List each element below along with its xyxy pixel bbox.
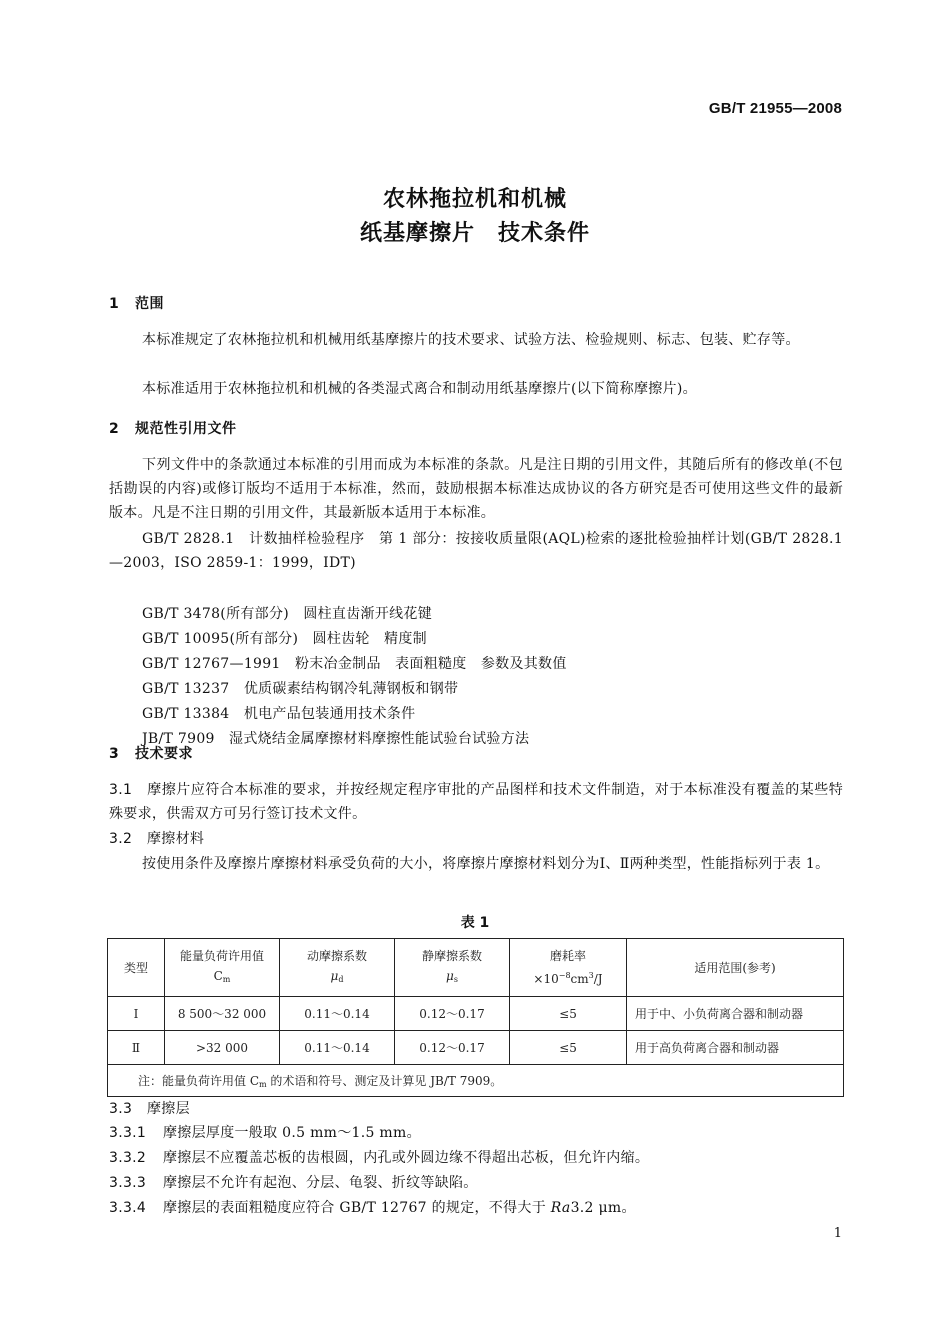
cell-static: 0.12～0.17 — [395, 997, 510, 1031]
cell-dynamic: 0.11～0.14 — [280, 1031, 395, 1065]
section-number: 1 — [109, 296, 120, 312]
section-title: 规范性引用文件 — [135, 421, 237, 437]
clause-3-3-4 — [109, 1196, 843, 1220]
reference-item: GB/T 12767—1991 粉末冶金制品 表面粗糙度 参数及其数值 — [142, 656, 567, 672]
cell-range: 用于高负荷离合器和制动器 — [627, 1031, 844, 1065]
table-note — [108, 1065, 844, 1097]
clause-text: 摩擦片应符合本标准的要求，并按经规定程序审批的产品图样和技术文件制造，对于本标准没有覆盖的某些特殊要求，供需双方可另行签订技术文件。 — [109, 782, 843, 822]
cell-type: Ⅱ — [108, 1031, 165, 1065]
table-note-row — [108, 1065, 844, 1097]
header-dynamic-subscript: d — [338, 974, 344, 984]
table-caption: 表 1 — [460, 915, 490, 931]
clause-number: 3.1 — [109, 782, 133, 798]
header-wear-exponent: 3 — [588, 971, 594, 980]
clause-title: 摩擦层 — [147, 1101, 190, 1117]
header-static — [395, 939, 510, 997]
table-row — [108, 997, 844, 1031]
cell-static: 0.12～0.17 — [395, 1031, 510, 1065]
header-wear-unit: cm — [570, 972, 589, 986]
header-wear-label: 磨耗率 — [549, 949, 586, 963]
cell-range: 用于中、小负荷离合器和制动器 — [627, 997, 844, 1031]
clause-text: 摩擦层的表面粗糙度应符合 GB/T 12767 的规定，不得大于 — [163, 1200, 551, 1216]
reference-item: GB/T 10095(所有部分) 圆柱齿轮 精度制 — [142, 631, 427, 647]
section-2-heading — [109, 418, 237, 438]
section-1-heading — [109, 293, 164, 313]
clause-number: 3.3 — [109, 1101, 133, 1117]
cell-wear: ≤5 — [510, 1031, 627, 1065]
header-wear-unit: /J — [593, 972, 603, 986]
header-energy — [165, 939, 280, 997]
clause-3-3-1 — [109, 1121, 843, 1145]
header-dynamic — [280, 939, 395, 997]
header-static-symbol: μ — [446, 968, 454, 983]
clause-title: 摩擦材料 — [147, 831, 205, 847]
table-note-text: 的术语和符号、测定及计算见 JB/T 7909。 — [266, 1074, 503, 1088]
clause-text: 摩擦层不允许有起泡、分层、龟裂、折纹等缺陷。 — [163, 1175, 478, 1191]
table-1 — [107, 938, 844, 1097]
reference-item: JB/T 7909 湿式烧结金属摩擦材料摩擦性能试验台试验方法 — [142, 731, 530, 747]
clause-3-2-text: 按使用条件及摩擦片摩擦材料承受负荷的大小，将摩擦片摩擦材料划分为Ⅰ、Ⅱ两种类型，性能指标列于表 1。 — [142, 856, 830, 872]
document-title-line1: 农林拖拉机和机械 — [382, 187, 567, 212]
clause-3-3-title — [109, 1097, 843, 1121]
reference-item: GB/T 13384 机电产品包装通用技术条件 — [142, 706, 416, 722]
clause-3-3-2 — [109, 1146, 843, 1170]
section-title: 技术要求 — [135, 746, 193, 762]
standard-code: GB/T 21955—2008 — [708, 100, 842, 117]
clause-number: 3.2 — [109, 831, 133, 847]
header-dynamic-symbol: μ — [330, 968, 339, 983]
cell-dynamic: 0.11～0.14 — [280, 997, 395, 1031]
section-title: 范围 — [135, 296, 164, 312]
clause-3-2-title — [109, 827, 843, 851]
reference-item: GB/T 2828.1 计数抽样检验程序 第 1 部分：按接收质量限(AQL)检索的逐批检验抽样计划(GB/T 2828.1—2003，ISO 2859-1：1999，IDT) — [109, 531, 843, 571]
clause-number: 3.3.1 — [109, 1125, 147, 1141]
document-title-line2: 纸基摩擦片 技术条件 — [359, 221, 590, 246]
section-number: 2 — [109, 421, 120, 437]
section-3-heading — [109, 743, 193, 763]
table-row — [108, 1031, 844, 1065]
cell-energy: 8 500～32 000 — [165, 997, 280, 1031]
cell-wear: ≤5 — [510, 997, 627, 1031]
clause-3-1 — [109, 778, 843, 826]
header-range: 适用范围(参考) — [627, 939, 844, 997]
cell-energy: >32 000 — [165, 1031, 280, 1065]
header-static-subscript: s — [453, 974, 458, 984]
clause-number: 3.3.4 — [109, 1200, 147, 1216]
header-energy-symbol: C — [213, 968, 223, 983]
roughness-symbol: Ra — [550, 1200, 571, 1216]
reference-item: GB/T 13237 优质碳素结构钢冷轧薄钢板和钢带 — [142, 681, 459, 697]
header-wear — [510, 939, 627, 997]
header-wear-exponent: −8 — [558, 971, 571, 980]
cell-type: Ⅰ — [108, 997, 165, 1031]
header-energy-label: 能量负荷许用值 — [179, 948, 264, 963]
clause-3-3-3 — [109, 1171, 843, 1195]
clause-number: 3.3.2 — [109, 1150, 147, 1166]
section-number: 3 — [109, 746, 120, 762]
clause-text: 3.2 μm。 — [570, 1200, 636, 1216]
header-energy-subscript: m — [222, 974, 231, 984]
header-static-label: 静摩擦系数 — [421, 948, 482, 963]
table-header-row — [108, 939, 844, 997]
header-dynamic-label: 动摩擦系数 — [306, 948, 367, 963]
section-1-paragraph-1: 本标准规定了农林拖拉机和机械用纸基摩擦片的技术要求、试验方法、检验规则、标志、包装、贮存等。 — [142, 332, 800, 348]
section-1-paragraph-2: 本标准适用于农林拖拉机和机械的各类湿式离合和制动用纸基摩擦片(以下简称摩擦片)。 — [142, 381, 697, 397]
clause-text: 摩擦层厚度一般取 0.5 mm～1.5 mm。 — [163, 1125, 421, 1141]
table-note-text: 注：能量负荷许用值 C — [138, 1074, 259, 1088]
header-wear-unit: ×10 — [533, 972, 559, 986]
page-number: 1 — [833, 1226, 842, 1241]
header-type: 类型 — [108, 939, 165, 997]
clause-text: 摩擦层不应覆盖芯板的齿根圆，内孔或外圆边缘不得超出芯板，但允许内缩。 — [163, 1150, 650, 1166]
reference-item: GB/T 3478(所有部分) 圆柱直齿渐开线花键 — [142, 606, 433, 622]
clause-number: 3.3.3 — [109, 1175, 147, 1191]
table-note-subscript: m — [259, 1080, 267, 1089]
section-2-intro: 下列文件中的条款通过本标准的引用而成为本标准的条款。凡是注日期的引用文件，其随后所有的修改单(不包括勘误的内容)或修订版均不适用于本标准，然而，鼓励根据本标准达成协议的各方研究是否可使用这些文件的最新版本。凡是不注日期的引用文件，其最新版本适用于本标准。 — [109, 457, 843, 521]
